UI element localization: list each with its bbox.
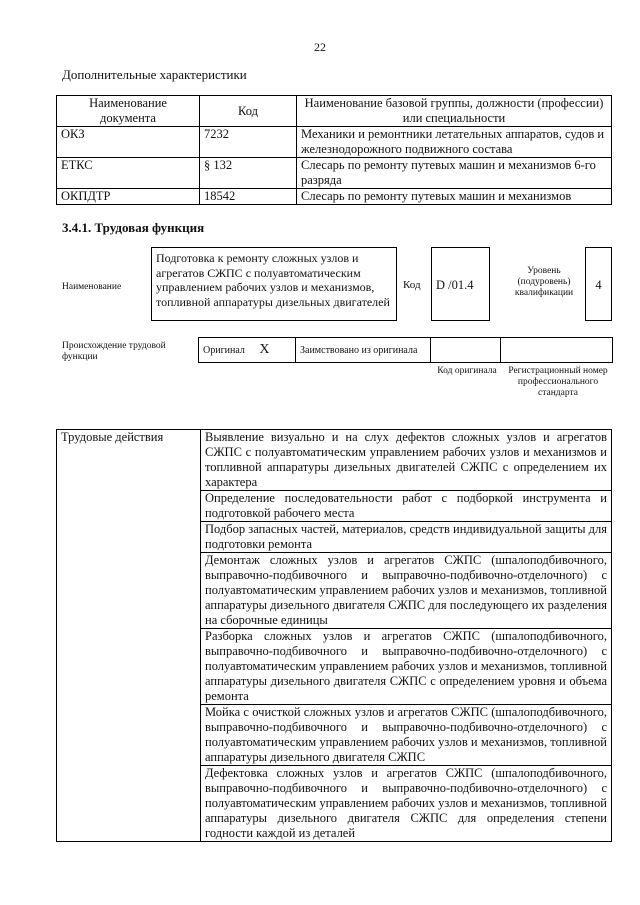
- labor-action-item: Разборка сложных узлов и агрегатов СЖПС (шпалоподбивочного, выправочно-подбивочного и выправочно-подбивочно-отделочного) с полуавтоматическим управлением рабочих узлов и механизмов, топливной аппаратуры дизельного двигателя СЖПС с определением уровня и объема ремонта: [201, 629, 612, 705]
- function-name-box: Подготовка к ремонту сложных узлов и агрегатов СЖПС с полуавтоматическим управлением рабочих узлов и механизмов, топливной аппаратуры дизельных двигателей: [151, 247, 397, 321]
- original-mark: X: [259, 342, 270, 357]
- labor-action-item: Подбор запасных частей, материалов, средств индивидуальной защиты для подготовки ремонта: [201, 522, 612, 553]
- qualification-level-box: 4: [585, 247, 612, 321]
- characteristics-table: [56, 95, 612, 205]
- labor-actions-label: Трудовые действия: [57, 430, 201, 842]
- header-document-name: Наименование документа: [57, 96, 200, 127]
- table-row: [57, 430, 612, 491]
- code-label: Код: [403, 279, 421, 291]
- table-row: [57, 189, 612, 205]
- reg-number-caption: Регистрационный номер профессионального стандарта: [508, 366, 608, 398]
- labor-action-item: Выявление визуально и на слух дефектов сложных узлов и агрегатов СЖПС с полуавтоматическим управлением рабочих узлов и механизмов и топливной аппаратуры дизельных двигателей СЖПС с определением их характера: [201, 430, 612, 491]
- table-header-row: [57, 96, 612, 127]
- row-document: ЕТКС: [57, 158, 200, 189]
- row-code: 7232: [200, 127, 297, 158]
- borrowed-cell: Заимствовано из оригинала: [296, 338, 431, 363]
- additional-characteristics-title: Дополнительные характеристики: [62, 67, 247, 82]
- row-name: Слесарь по ремонту путевых машин и механизмов 6-го разряда: [297, 158, 612, 189]
- code-original-caption: Код оригинала: [437, 366, 497, 376]
- qualification-level-label: Уровень (подуровень) квалификации: [514, 266, 574, 298]
- row-name: Механики и ремонтники летательных аппаратов, судов и железнодорожного подвижного состава: [297, 127, 612, 158]
- page-number: 22: [314, 40, 326, 54]
- table-row: [57, 127, 612, 158]
- header-code: Код: [200, 96, 297, 127]
- header-group-name: Наименование базовой группы, должности (профессии) или специальности: [297, 96, 612, 127]
- row-name: Слесарь по ремонту путевых машин и механизмов: [297, 189, 612, 205]
- row-document: ОКЗ: [57, 127, 200, 158]
- row-document: ОКПДТР: [57, 189, 200, 205]
- labor-actions-table: [56, 429, 612, 842]
- origin-table: [198, 337, 613, 363]
- labor-action-item: Определение последовательности работ с подборкой инструмента и подготовкой рабочего места: [201, 491, 612, 522]
- code-original-cell: [431, 338, 501, 363]
- original-cell: [199, 338, 296, 363]
- original-label: Оригинал: [203, 345, 245, 356]
- labor-action-item: Мойка с очисткой сложных узлов и агрегатов СЖПС (шпалоподбивочного, выправочно-подбивочного и выправочно-подбивочно-отделочного) с полуавтоматическим управлением рабочих узлов и механизмов, топливной аппаратуры дизельного двигателя СЖПС: [201, 705, 612, 766]
- row-code: 18542: [200, 189, 297, 205]
- labor-action-item: Дефектовка сложных узлов и агрегатов СЖПС (шпалоподбивочного, выправочно-подбивочного и выправочно-подбивочно-отделочного) с полуавтоматическим управлением рабочих узлов и механизмов, топливной аппаратуры дизельного двигателя СЖПС для определения степени годности каждой из деталей: [201, 766, 612, 842]
- row-code: § 132: [200, 158, 297, 189]
- reg-number-cell: [501, 338, 613, 363]
- labor-function-title: 3.4.1. Трудовая функция: [62, 220, 205, 235]
- labor-action-item: Демонтаж сложных узлов и агрегатов СЖПС (шпалоподбивочного, выправочно-подбивочного и выправочно-подбивочно-отделочного) с полуавтоматическим управлением рабочих узлов и механизмов, топливной аппаратуры дизельного двигателя СЖПС для последующего их разделения на сборочные единицы: [201, 553, 612, 629]
- name-label: Наименование: [62, 282, 122, 292]
- table-row: [57, 158, 612, 189]
- function-code-box: D /01.4: [431, 247, 490, 321]
- function-origin-label: Происхождение трудовой функции: [62, 341, 166, 362]
